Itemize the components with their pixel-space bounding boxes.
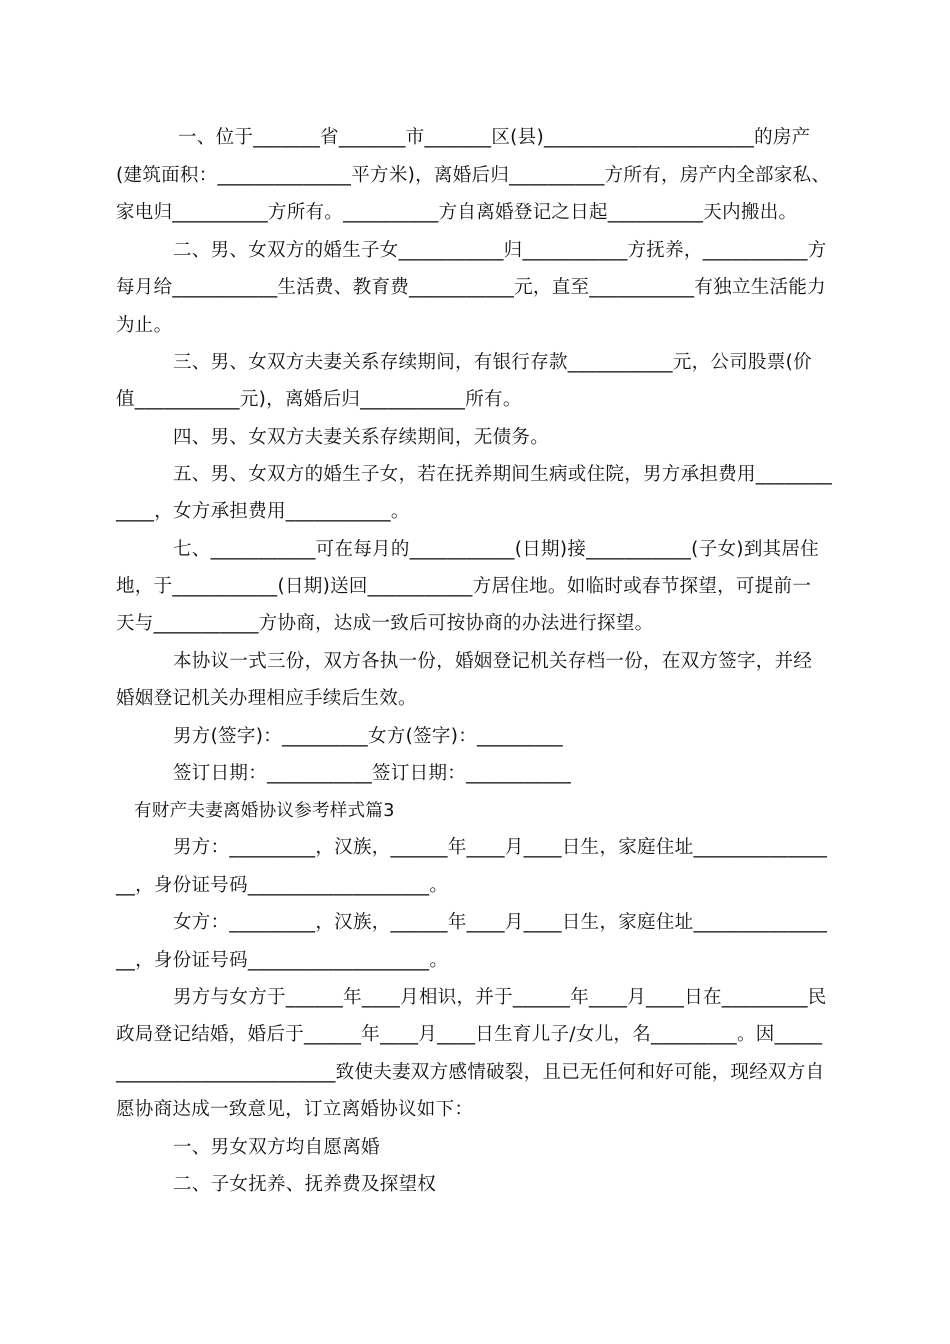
- background-line-4: 愿协商达成一致意见，订立离婚协议如下：: [116, 1099, 474, 1120]
- clause-1-line-1: 一、位于_______省_______市_______区(县)______________________的房产: [178, 127, 811, 148]
- sign-date-line: 签订日期：___________签订日期：___________: [173, 763, 572, 784]
- clause-1-line-3: 家电归__________方所有。__________方自离婚登记之日起__________天内搬出。: [116, 202, 798, 223]
- male-info-line-1: 男方：_________，汉族，______年____月____日生，家庭住址______________: [173, 837, 828, 858]
- section-heading: 有财产夫妻离婚协议参考样式篇3: [134, 801, 395, 821]
- clause-2-line-3: 为止。: [116, 315, 173, 336]
- background-line-3: _______________________致使夫妻双方感情破裂，且已无任何和好可能，现经双方自: [116, 1062, 825, 1083]
- effect-line-1: 本协议一式三份，双方各执一份，婚姻登记机关存档一份，在双方签字，并经: [173, 651, 813, 672]
- clause-7-line-2: 地，于___________(日期)送回___________方居住地。如临时或春节探望，可提前一: [116, 576, 812, 597]
- clause-1-line-2: (建筑面积：______________平方米)，离婚后归__________方所有，房产内全部家私、: [116, 165, 831, 186]
- background-line-1: 男方与女方于______年____月相识，并于______年____月____日在_________民: [173, 987, 827, 1008]
- clause-7-line-3: 天与___________方协商，达成一致后可按协商的办法进行探望。: [116, 613, 654, 634]
- male-info-line-2: __，身份证号码___________________。: [116, 875, 449, 896]
- effect-line-2: 婚姻登记机关办理相应手续后生效。: [116, 688, 417, 709]
- female-info-line-2: __，身份证号码___________________。: [116, 950, 449, 971]
- female-info-line-1: 女方：_________，汉族，______年____月____日生，家庭住址______________: [173, 912, 828, 933]
- signature-line: 男方(签字)：_________女方(签字)：_________: [173, 726, 563, 747]
- clause-3-line-2: 值___________元)，离婚后归___________所有。: [116, 389, 522, 410]
- clause-5-line-2: ____，女方承担费用___________。: [116, 501, 410, 522]
- agreement-item-1: 一、男女双方均自愿离婚: [173, 1137, 380, 1158]
- clause-4-line-1: 四、男、女双方夫妻关系存续期间，无债务。: [173, 427, 550, 448]
- background-line-2: 政局登记结婚，婚后于______年____月____日生育儿子/女儿，名_________。因_____: [116, 1024, 823, 1045]
- clause-2-line-2: 每月给___________生活费、教育费___________元，直至___________有独立生活能力: [116, 277, 826, 298]
- clause-5-line-1: 五、男、女双方的婚生子女，若在抚养期间生病或住院，男方承担费用________: [173, 464, 833, 485]
- clause-7-line-1: 七、___________可在每月的___________(日期)接___________(子女)到其居住: [173, 539, 820, 560]
- clause-3-line-1: 三、男、女双方夫妻关系存续期间，有银行存款___________元，公司股票(价: [173, 352, 812, 373]
- clause-2-line-1: 二、男、女双方的婚生子女___________归___________方抚养，___________方: [173, 240, 827, 261]
- agreement-item-2: 二、子女抚养、抚养费及探望权: [173, 1174, 437, 1195]
